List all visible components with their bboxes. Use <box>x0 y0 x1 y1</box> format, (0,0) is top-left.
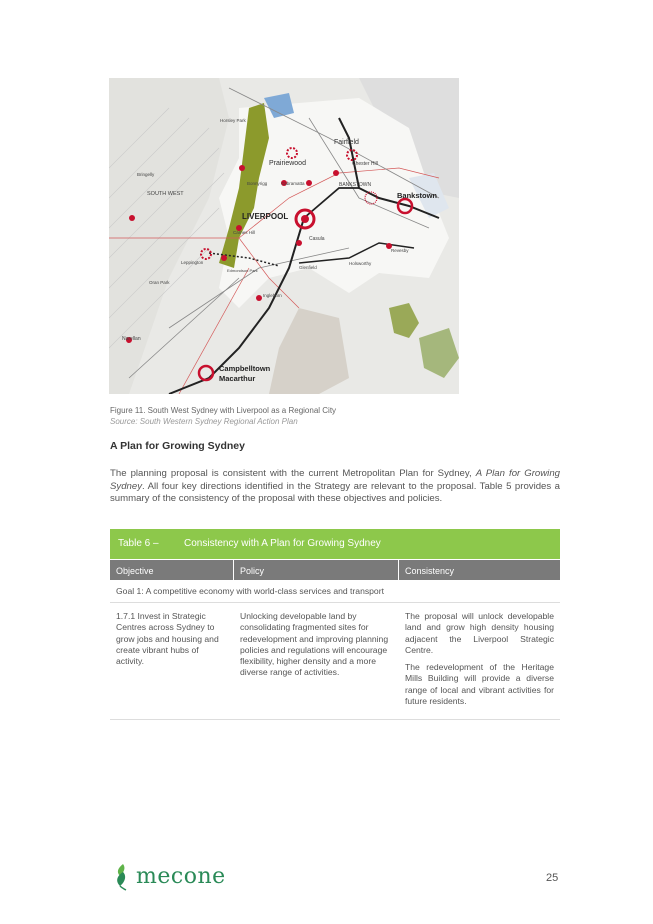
map-label-liverpool: LIVERPOOL <box>242 212 289 221</box>
map-label-fairfield: Fairfield <box>334 139 359 146</box>
mecone-logo <box>112 862 242 892</box>
map-label-campbelltown: Campbelltown <box>219 364 271 373</box>
map-label-chester-hill: Chester Hill <box>352 161 378 167</box>
map-label-narellan: Narellan <box>122 336 141 342</box>
map-label-oran-park: Oran Park <box>149 280 170 285</box>
section-heading: A Plan for Growing Sydney <box>110 440 245 452</box>
map-label-cabramatta: Cabramatta <box>281 181 305 186</box>
logo-leaf-icon <box>112 862 134 892</box>
map-label-sw-growth: SOUTH WEST <box>147 191 184 197</box>
header-consistency: Consistency <box>405 566 455 576</box>
map-label-ingleburn: Ingleburn <box>263 293 282 298</box>
header-policy: Policy <box>234 560 399 580</box>
cell-policy: Unlocking developable land by consolidating fragmented sites for redevelopment and improving planning policies and regulations will encourage flexibility, higher density and a more diverse range of activities. <box>240 611 389 678</box>
table-row <box>110 603 560 720</box>
figure-title: Figure 11. South West Sydney with Liverpool as a Regional City <box>110 406 337 415</box>
consistency-paragraph: The redevelopment of the Heritage Mills Building will provide a diverse range of local and vibrant activities for future residents. <box>405 662 554 707</box>
map-label-bonnyrigg: Bonnyrigg <box>247 181 268 186</box>
table-title-bar <box>110 529 560 559</box>
header-objective: Objective <box>110 560 234 580</box>
map-label-macarthur: Macarthur <box>219 374 256 383</box>
map-label-bankstown-airport: BANKSTOWN <box>339 182 372 188</box>
map-label-edmondson: Edmondson Park <box>227 268 258 273</box>
map-label-carnes-hill: Carnes Hill <box>233 230 256 235</box>
table-header-row <box>110 560 560 580</box>
body-paragraph: The planning proposal is consistent with the current Metropolitan Plan for Sydney, A Plan for Growing Sydney. All four key directions identified in the Strategy are relevant to the proposal. Table 5 provides a summary of the consistency of the proposal with these objectives and policies. <box>110 468 560 505</box>
map-label-bankstown: Bankstown <box>397 191 438 200</box>
map-label-revesby: Revesby <box>391 248 409 253</box>
map-label-glenfield: Glenfield <box>299 265 317 270</box>
table-title: Consistency with A Plan for Growing Sydney <box>184 538 381 549</box>
map-label-horsley-park: Horsley Park <box>220 118 246 123</box>
page-number: 25 <box>546 872 559 884</box>
goal-row: Goal 1: A competitive economy with world-class services and transport <box>110 580 560 603</box>
map-label-prairiewood: Prairiewood <box>269 160 306 167</box>
cell-objective: 1.7.1 Invest in Strategic Centres across Sydney to grow jobs and housing and create vibrant hubs of activity. <box>116 611 219 667</box>
regional-map <box>109 78 459 394</box>
consistency-paragraph: The proposal will unlock developable land and grow high density housing adjacent the Liverpool Strategic Centre. <box>405 611 554 655</box>
figure-source: Source: South Western Sydney Regional Action Plan <box>110 417 298 426</box>
table-number: Table 6 – <box>118 538 159 549</box>
logo-text: mecone <box>136 864 226 889</box>
consistency-table <box>110 529 560 720</box>
map-label-holsworthy: Holsworthy <box>349 261 372 266</box>
map-label-casula: Casula <box>309 236 325 242</box>
map-label-leppington: Leppington <box>181 260 204 265</box>
cell-consistency <box>399 603 560 713</box>
map-label-bringelly: Bringelly <box>137 172 155 177</box>
figure-caption <box>110 405 510 427</box>
